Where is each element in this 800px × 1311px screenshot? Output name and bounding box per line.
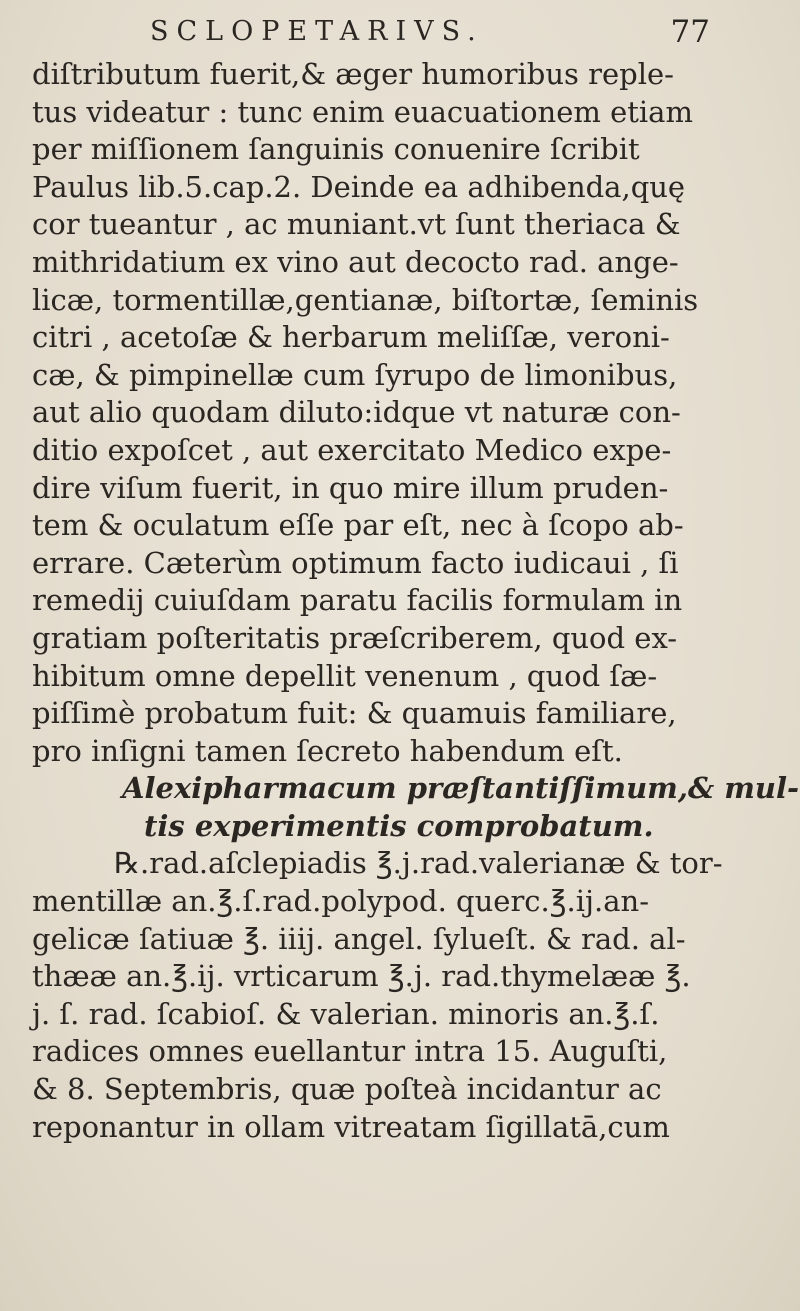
- text-line: citri , acetoſæ & herbarum meliſſæ, veroni-: [32, 320, 670, 355]
- recipe-line: radices omnes euellantur intra 15. Auguſti,: [32, 1034, 668, 1069]
- running-title: SCLOPETARIVS.: [150, 16, 484, 47]
- text-line: licæ, tormentillæ,gentianæ, biſtortæ, ſeminis: [32, 282, 699, 317]
- text-line: piſſimè probatum fuit: & quamuis familiare,: [32, 696, 677, 731]
- text-line: pro inſigni tamen ſecreto habendum eſt.: [32, 733, 623, 768]
- body-text: [32, 56, 800, 1146]
- text-line: ditio expoſcet , aut exercitato Medico expe-: [32, 432, 672, 467]
- recipe-line: & 8. Septembris, quæ poſteà incidantur ac: [32, 1072, 662, 1107]
- text-line: tem & oculatum eſſe par eſt, nec à ſcopo ab-: [32, 508, 684, 543]
- text-line: diſtributum fuerit,& æger humoribus reple-: [32, 57, 674, 91]
- recipe-line: j. ſ. rad. ſcabioſ. & valerian. minoris an.℥.ſ.: [32, 996, 660, 1031]
- text-line: dire viſum fuerit, in quo mire illum pruden-: [32, 470, 669, 505]
- text-line: hibitum omne depellit venenum , quod ſæ-: [32, 658, 658, 693]
- recipe-line: gelicæ ſatiuæ ℥. iiij. angel. ſylueſt. & rad. al-: [32, 921, 686, 956]
- text-line: cæ, & pimpinellæ cum ſyrupo de limonibus,: [32, 357, 678, 392]
- recipe-heading: Alexipharmacum præſtantiſſimum,& mul-: [122, 771, 800, 806]
- text-line: cor tueantur , ac muniant.vt ſunt theriaca &: [32, 207, 681, 242]
- text-line: aut alio quodam diluto:idque vt naturæ con-: [32, 395, 681, 430]
- recipe-line: reponantur in ollam vitreatam ſigillatā,cum: [32, 1109, 670, 1144]
- text-line: errare. Cæterùm optimum facto iudicaui , ſi: [32, 545, 679, 580]
- text-line: tus videatur : tunc enim euacuationem etiam: [32, 94, 693, 129]
- text-line: per miſſionem ſanguinis conuenire ſcribit: [32, 132, 640, 167]
- recipe-line: ℞.rad.aſclepiadis ℥.j.rad.valerianæ & tor-: [114, 846, 723, 881]
- running-head: [150, 14, 710, 54]
- recipe-line: thææ an.℥.ij. vrticarum ℥.j. rad.thymelææ ℥.: [32, 959, 691, 994]
- text-line: Paulus lib.5.cap.2. Deinde ea adhibenda,quę: [32, 169, 686, 204]
- recipe-line: mentillæ an.℥.ſ.rad.polypod. querc.℥.ij.an-: [32, 884, 649, 919]
- text-line: gratiam poſteritatis præſcriberem, quod ex-: [32, 620, 678, 655]
- text-line: remedij cuiuſdam paratu facilis formulam in: [32, 583, 683, 618]
- recipe-heading: tis experimentis comprobatum.: [144, 808, 654, 843]
- text-line: mithridatium ex vino aut decocto rad. ange-: [32, 244, 679, 279]
- page-number: 77: [670, 14, 710, 50]
